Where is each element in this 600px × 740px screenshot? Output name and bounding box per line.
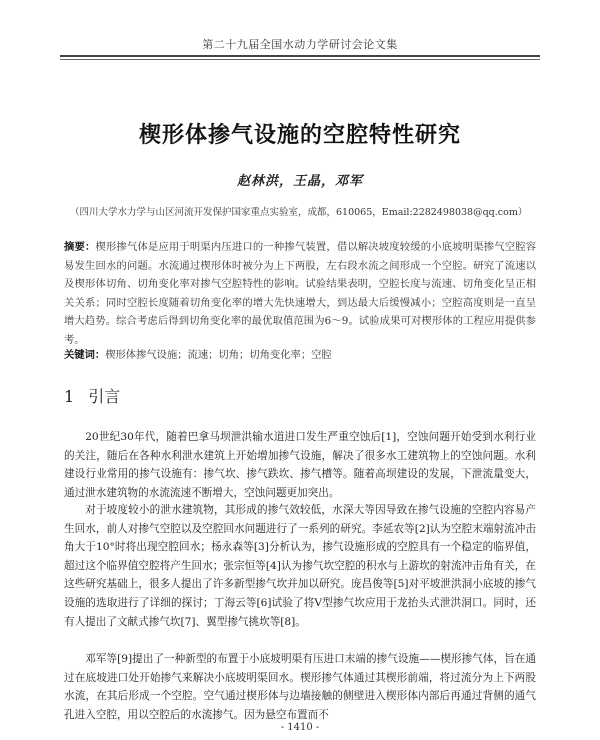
abstract-text: 楔形掺气体是应用于明渠内压进口的一种掺气装置，借以解决坡度较缓的小底坡明渠掺气空腔容易发生回水的问题。水流通过楔形体时被分为上下两股，左右段水流之间形成一个空腔。研究了流速以及楔形体切角、切角变化率对掺气空腔特性的影响。试验结果表明，空腔长度与流速、切角变化呈正相关关系；同时空腔长度随着切角变化率的增大先快速增大，到达最大后缓慢减小；空腔高度则是一直呈增大趋势。综合考虑后得到切角变化率的最优取值范围为6～9。试验成果可对楔形体的工程应用提供参考。	[64, 241, 537, 346]
author-list: 赵林洪，王晶，邓军	[236, 174, 363, 189]
page-number: - 1410 -	[280, 722, 320, 733]
section-title: 引言	[88, 387, 121, 406]
section-number: 1	[64, 387, 75, 406]
affiliation: （四川大学水力学与山区河流开发保护国家重点实验室，成都，610065，Email:2282498038@qq.com）	[70, 207, 528, 218]
body-paragraph: 对于坡度较小的泄水建筑物，其形成的掺气效较低，水深大等因导致在掺气设施的空腔内容易产生回水，前人对掺气空腔以及空腔回水问题进行了一系列的研究。李延农等[2]认为空腔末端射流冲击角大于10°时将出现空腔回水；杨永森等[3]分析认为，掺气设施形成的空腔具有一个稳定的临界值，超过这个临界值空腔将产生回水；张宗恒等[4]认为掺气坎空腔的积水与上游坎的射流冲击角有关，在这些研究基础上，很多人提出了许多新型掺气坎并加以研究。庞昌俊等[5]对平坡泄洪洞小底坡的掺气设施的选取进行了详细的探讨；丁海云等[6]试验了将V型掺气坎应用于龙抬头式泄洪洞口。同时，还有人提出了文献式掺气坎[7]、翼型掺气挑坎等[8]。	[64, 504, 536, 628]
body-paragraph: 20世纪30年代，随着巴拿马坝泄洪输水道进口发生严重空蚀后[1]，空蚀问题开始受到水利行业的关注，随后在各种水利泄水建筑上开始增加掺气设施，解决了很多水工建筑物上的空蚀问题。水利建设行业常用的掺气设施有：掺气坎、掺气跌坎、掺气槽等。随着高坝建设的发展，下泄流量变大，通过泄水建筑物的水流流速不断增大，空蚀问题更加突出。	[64, 431, 536, 499]
body-paragraph: 邓军等[9]提出了一种新型的布置于小底坡明渠有压进口末端的掺气设施——楔形掺气体，旨在通过在底坡进口处开始掺气来解决小底坡明渠回水。楔形掺气体通过其楔形前端，将过流分为上下两股水流，在其后形成一个空腔。空气通过楔形体与边墙接触的侧壁进入楔形体内部后再通过背侧的通气孔进入空腔，用以空腔后的水流掺气。因为悬空布置而不	[64, 653, 536, 721]
keywords-label: 关键词：	[64, 349, 106, 361]
abstract	[64, 238, 536, 349]
running-header: 第二十九届全国水动力学研讨会论文集	[202, 38, 398, 51]
keywords	[64, 346, 536, 361]
header-rule-thin	[60, 59, 540, 60]
abstract-label: 摘要：	[64, 241, 96, 253]
keywords-text: 楔形体掺气设施；流速；切角；切角变化率；空腔	[105, 349, 332, 361]
paper-title: 楔形体掺气设施的空腔特性研究	[138, 123, 461, 148]
header-rule	[60, 55, 540, 57]
section-heading	[64, 384, 120, 407]
